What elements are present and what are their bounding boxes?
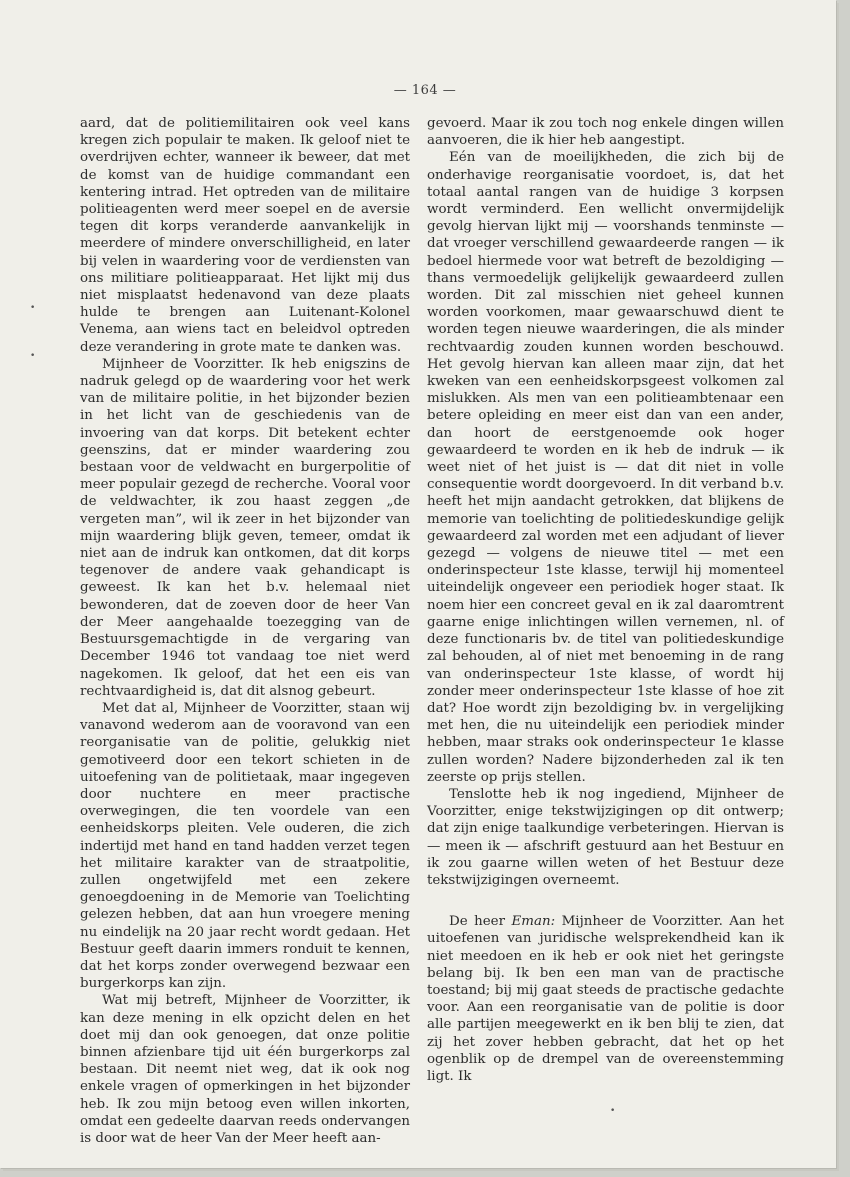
left-paragraph-2: Mijnheer de Voorzitter. Ik heb enigszins de nadruk gelegd op de waardering voor het werk van de militaire politie, in het bijzonder bezien in het licht van de geschiedenis van de invoering van dat korps. Dit betekent echter geenszins, dat er minder waardering zou bestaan voor de veldwacht en burgerpolitie of meer populair gezegd de recherche. Vooral voor de veldwachter, ik zou haast zeggen „de vergeten man”, wil ik zeer in het bijzonder van mijn waardering blijk geven, temeer, omdat ik niet aan de indruk kan ontkomen, dat dit korps tegenover de andere vaak gehandicapt is geweest. Ik kan het b.v. helemaal niet bewonderen, dat de zoeven door de heer Van der Meer aangehaalde toezegging van de Bestuursgemachtigde in de vergaring van December 1946 tot vandaag toe niet werd nagekomen. Ik geloof, dat het een eis van rechtvaardigheid is, dat dit alsnog gebeurt. bbox=[80, 356, 410, 699]
left-paragraph-4: Wat mij betreft, Mijnheer de Voorzitter, ik kan deze mening in elk opzicht delen en het doet mij dan ook genoegen, dat onze politie binnen afzienbare tijd uit één burgerkorps zal bestaan. Dit neemt niet weg, dat ik ook nog enkele vragen of opmerkingen in het bijzonder heb. Ik zou mijn betoog even willen inkorten, omdat een gedeelte daarvan reeds ondervangen is door wat de heer Van der Meer heeft aan- bbox=[80, 993, 410, 1146]
speck-dot: • bbox=[610, 1106, 616, 1116]
page-number: — 164 — bbox=[393, 83, 457, 98]
margin-dot-1: • bbox=[30, 303, 36, 313]
right-paragraph-4 bbox=[427, 913, 784, 1085]
speaker-text: Mijnheer de Voorzitter. Aan het uitoefenen van juridische welsprekendheid kan ik niet meedoen en ik heb er ook niet het geringste belang bij. Ik ben een man van de practische toestand; bij mij gaat steeds de practische gedachte voor. Aan een reorganisatie van de politie is door alle partijen meegewerkt en ik ben blij te zien, dat zij het zover hebben gebracht, dat het op het ogenblik op de drempel van de overeenstemming ligt. Ik bbox=[427, 914, 784, 1084]
right-column bbox=[427, 115, 784, 1085]
speaker-intro: De heer bbox=[449, 914, 512, 930]
left-paragraph-1: aard, dat de politiemilitairen ook veel kans kregen zich populair te maken. Ik geloof niet te overdrijven echter, wanneer ik beweer, dat met de komst van de huidige commandant een kentering intrad. Het optreden van de militaire politieagenten werd meer soepel en de aversie tegen dit korps veranderde aanvankelijk in meerdere of mindere onverschilligheid, en later bij velen in waardering voor de verdiensten van ons militiare politieapparaat. Het lijkt mij dus niet misplaatst hedenavond van deze plaats hulde te brengen aan Luitenant-Kolonel Venema, aan wiens tact en beleidvol optreden deze verandering in grote mate te danken was. bbox=[80, 116, 410, 355]
margin-dot-2: • bbox=[30, 351, 36, 361]
left-column bbox=[80, 115, 410, 1147]
right-paragraph-1: gevoerd. Maar ik zou toch nog enkele dingen willen aanvoeren, die ik hier heb aangestipt. bbox=[427, 116, 784, 149]
left-paragraph-3: Met dat al, Mijnheer de Voorzitter, staan wij vanavond wederom aan de vooravond van een reorganisatie van de politie, gelukkig niet gemotiveerd door een tekort schieten in de uitoefening van de politietaak, maar ingegeven door nuchtere en meer practische overwegingen, die ten voordele van een eenheidskorps pleiten. Vele ouderen, die zich indertijd met hand en tand hadden verzet tegen het militaire karakter van de straatpolitie, zullen ongetwijfeld met een zekere genoegdoening in de Memorie van Toelichting gelezen hebben, dat aan hun vroegere mening nu eindelijk na 20 jaar recht wordt gedaan. Het Bestuur geeft daarin immers ronduit te kennen, dat het korps zonder overwegend bezwaar een burgerkorps kan zijn. bbox=[80, 700, 410, 992]
right-paragraph-2: Eén van de moeilijkheden, die zich bij de onderhavige reorganisatie voordoet, is, dat het totaal aantal rangen van de huidige 3 korpsen wordt verminderd. Een wellicht onvermijdelijk gevolg hiervan lijkt mij — voorshands tenminste — dat vroeger verschillend gewaardeerde rangen — ik bedoel hiermede voor wat betreft de bezoldiging — thans vermoedelijk gelijkelijk gewaardeerd zullen worden. Dit zal misschien niet geheel kunnen worden voorkomen, maar gewaarschuwd dient te worden tegen nieuwe waarderingen, die als minder rechtvaardig zouden kunnen worden beschouwd. Het gevolg hiervan kan alleen maar zijn, dat het kweken van een eenheidskorpsgeest volkomen zal mislukken. Als men van een politieambtenaar een betere opleiding en meer eist dan van een ander, dan hoort de eerstgenoemde ook hoger gewaardeerd te worden en ik heb de indruk — ik weet niet of het juist is — dat dit niet in volle consequentie wordt doorgevoerd. In dit verband b.v. heeft het mijn aandacht getrokken, dat blijkens de memorie van toelichting de politiedeskundige gelijk gewaardeerd zal worden met een adjudant of liever gezegd — volgens de nieuwe titel — met een onderinspecteur 1ste klasse, terwijl hij momenteel uiteindelijk ongeveer een periodiek hoger staat. Ik noem hier een concreet geval en ik zal daaromtrent gaarne enige inlichtingen willen vernemen, nl. of deze functionaris bv. de titel van politiedeskundige zal behouden, al of niet met benoeming in de rang van onderinspecteur 1ste klasse, of wordt hij zonder meer onderinspecteur 1ste klasse of hoe zit dat? Hoe wordt zijn bezoldiging bv. in vergelijking met hen, die nu uiteindelijk een periodiek minder hebben, maar straks ook onderinspecteur 1e klasse zullen worden? Nadere bijzonderheden zal ik ten zeerste op prijs stellen. bbox=[427, 150, 784, 785]
right-paragraph-3: Tenslotte heb ik nog ingediend, Mijnheer de Voorzitter, enige tekstwijzigingen op dit ontwerp; dat zijn enige taalkundige verbeteringen. Hiervan is — meen ik — afschrift gestuurd aan het Bestuur en ik zou gaarne willen weten of het Bestuur deze tekstwijzigingen overneemt. bbox=[427, 786, 784, 888]
speaker-name: Eman: bbox=[511, 914, 556, 930]
